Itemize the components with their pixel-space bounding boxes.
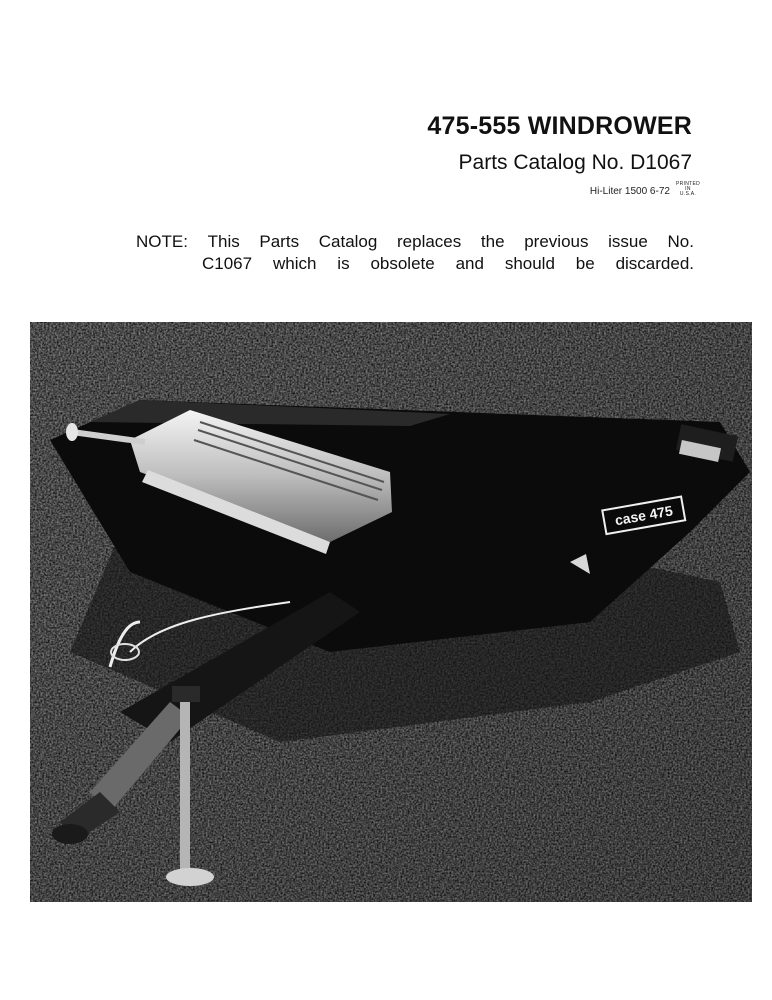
windrower-photo [30, 322, 752, 902]
catalog-number: Parts Catalog No. D1067 [458, 151, 692, 174]
printed-in-usa-mark: PRINTED IN U.S.A. [675, 181, 700, 197]
model-decal-label: case 475 [613, 502, 674, 529]
note-line-2: C1067 which is obsolete and should be discarded. [202, 254, 694, 273]
note-line-1: NOTE: This Parts Catalog replaces the previous issue No. [136, 232, 694, 251]
print-code-line [589, 181, 700, 197]
print-code: Hi-Liter 1500 6-72 [589, 186, 670, 197]
replacement-note [136, 231, 694, 275]
catalog-title: 475-555 WINDROWER [427, 112, 692, 140]
jack-stand [180, 702, 190, 872]
